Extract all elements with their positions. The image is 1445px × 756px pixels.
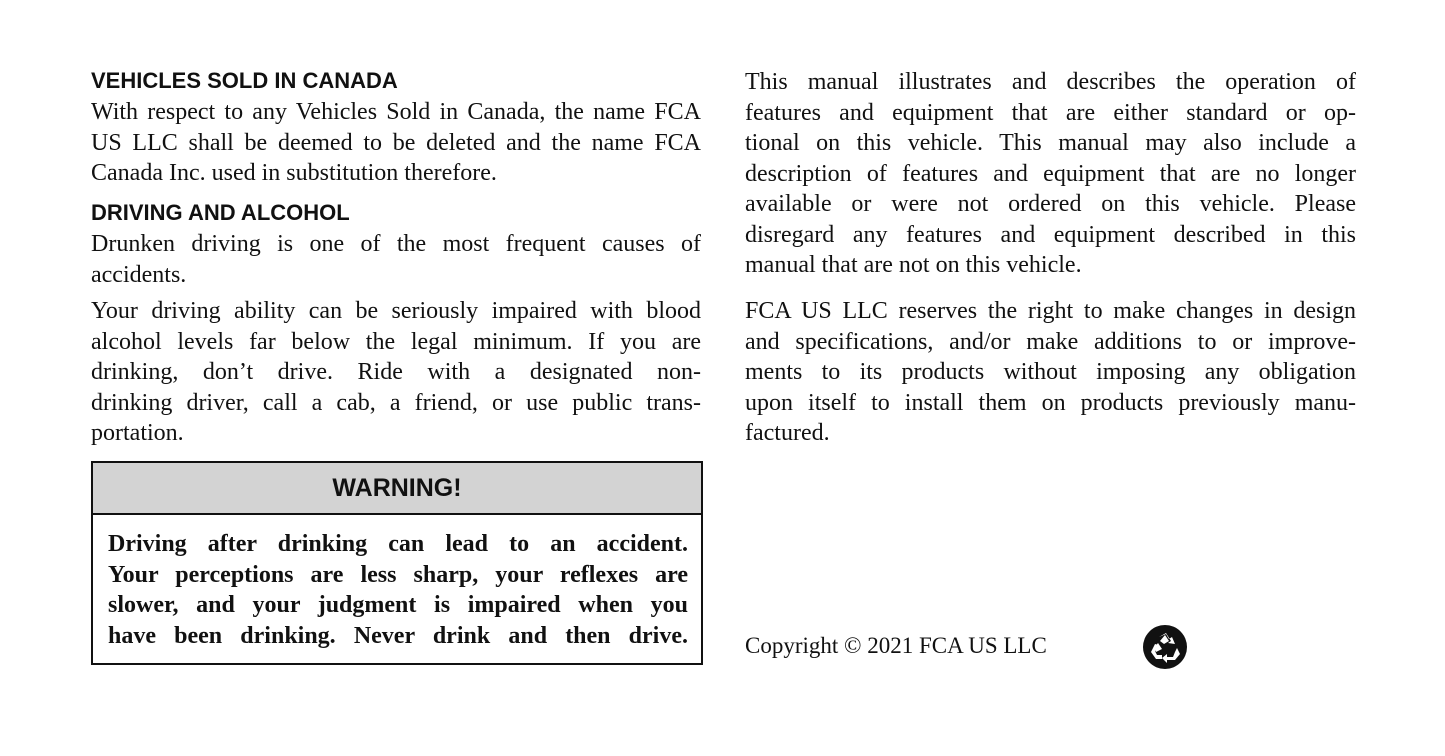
- heading-vehicles-sold-in-canada: VEHICLES SOLD IN CANADA: [91, 68, 398, 93]
- text-line: description of features and equipment that are no longer: [745, 160, 1356, 187]
- text-line: Canada Inc. used in substitution therefore.: [91, 160, 497, 186]
- text-line: drinking, don’t drive. Ride with a designated non-: [91, 359, 701, 385]
- text-line: have been drinking. Never drink and then drive.: [108, 622, 688, 649]
- text-line: features and equipment that are either standard or op-: [745, 99, 1356, 126]
- text-line: disregard any features and equipment described in this: [745, 221, 1356, 248]
- copyright-text: Copyright © 2021 FCA US LLC: [745, 633, 1047, 658]
- text-line: and specifications, and/or make additions to or improve-: [745, 328, 1356, 355]
- text-line: drinking driver, call a cab, a friend, or use public trans-: [91, 389, 701, 416]
- text-line: accidents.: [91, 261, 187, 288]
- text-line: FCA US LLC reserves the right to make changes in design: [745, 298, 1356, 324]
- warning-box: [91, 461, 703, 665]
- text-line: manual that are not on this vehicle.: [745, 252, 1082, 278]
- text-line: upon itself to install them on products previously manu-: [745, 389, 1356, 416]
- text-line: available or were not ordered on this vehicle. Please: [745, 191, 1356, 217]
- warning-title: WARNING!: [93, 463, 701, 515]
- text-line: Your perceptions are less sharp, your reflexes are: [108, 561, 688, 588]
- text-line: Driving after drinking can lead to an accident.: [108, 531, 688, 557]
- text-line: portation.: [91, 420, 184, 446]
- text-line: factured.: [745, 420, 830, 446]
- text-line: slower, and your judgment is impaired when you: [108, 592, 688, 618]
- heading-driving-and-alcohol: DRIVING AND ALCOHOL: [91, 200, 350, 225]
- text-line: alcohol levels far below the legal minimum. If you are: [91, 328, 701, 355]
- text-line: ments to its products without imposing any obligation: [745, 359, 1356, 385]
- text-line: US LLC shall be deemed to be deleted and the name FCA: [91, 129, 701, 156]
- text-line: With respect to any Vehicles Sold in Canada, the name FCA: [91, 99, 701, 125]
- text-line: Your driving ability can be seriously impaired with blood: [91, 298, 701, 324]
- text-line: This manual illustrates and describes the operation of: [745, 69, 1356, 95]
- text-line: Drunken driving is one of the most frequent causes of: [91, 231, 701, 257]
- recycle-icon: [1142, 624, 1188, 670]
- text-line: tional on this vehicle. This manual may also include a: [745, 130, 1356, 156]
